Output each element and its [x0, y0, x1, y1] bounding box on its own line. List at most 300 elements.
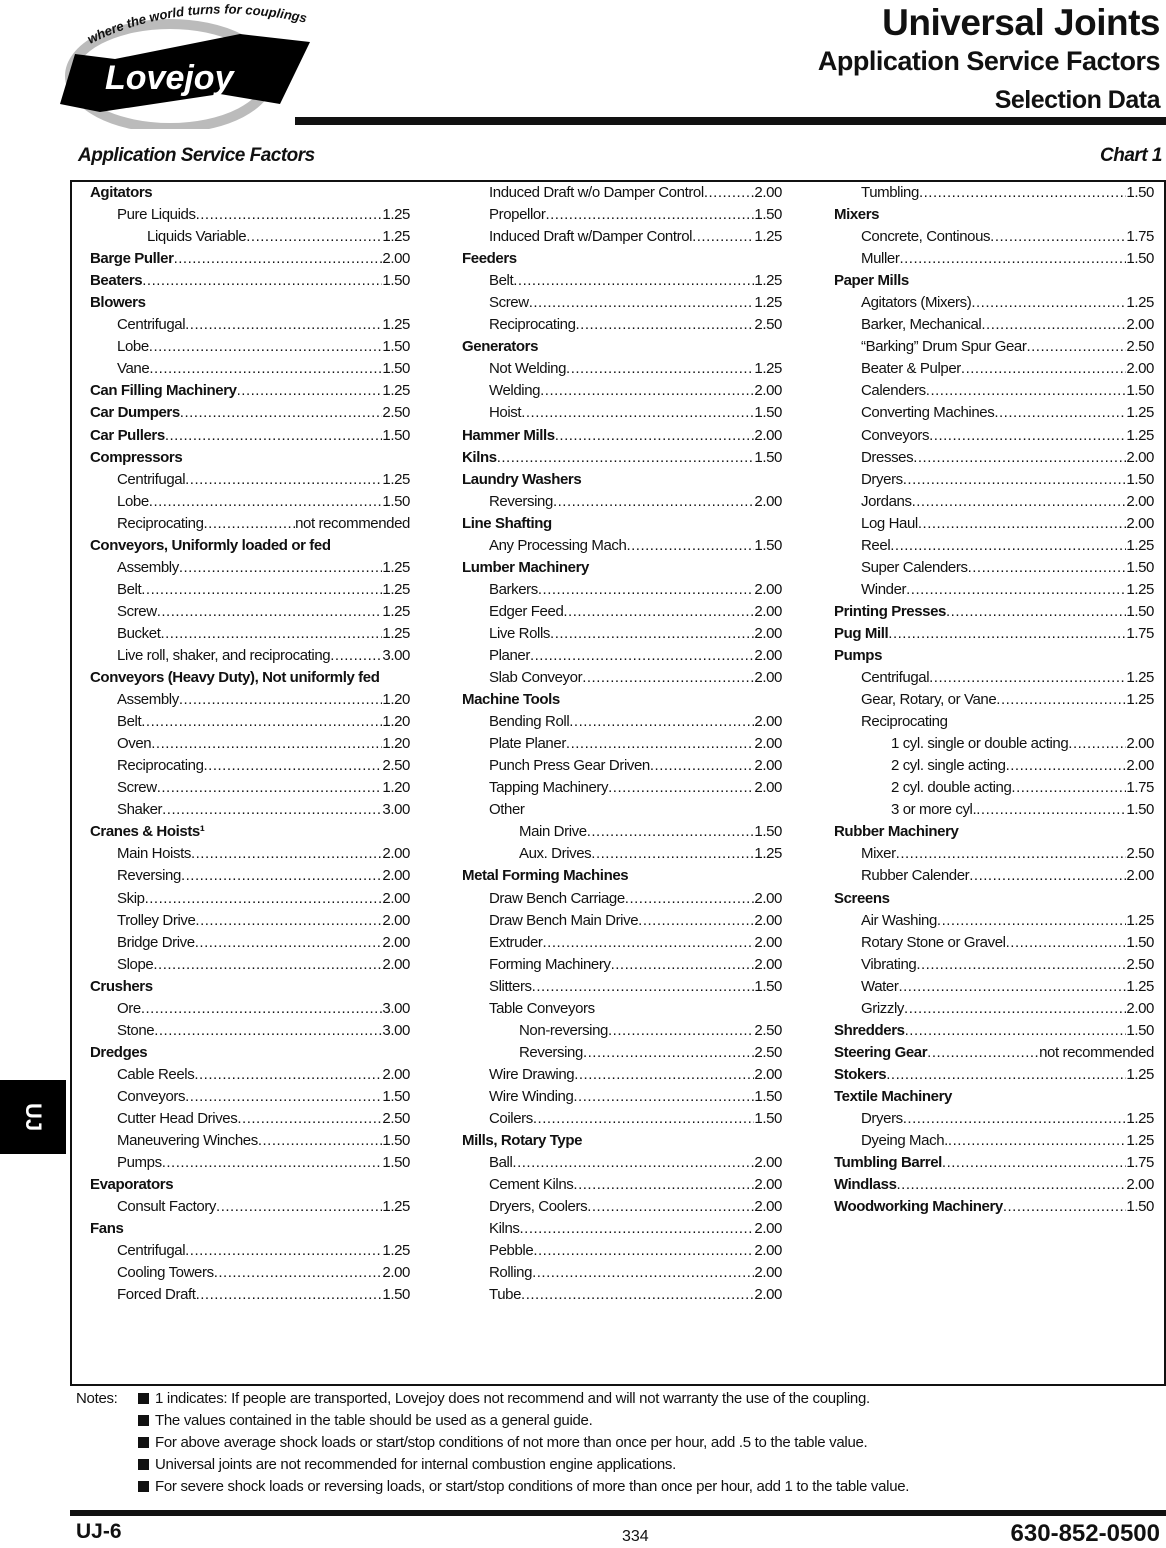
- application-label: Other: [489, 801, 525, 819]
- application-label: Cutter Head Drives: [117, 1109, 238, 1127]
- service-factor-value: 1.50: [1126, 250, 1154, 268]
- svg-text:where the world turns for coup: where the world turns for couplings: [84, 4, 309, 47]
- application-label: Induced Draft w/Damper Control: [489, 228, 693, 246]
- application-row: [90, 603, 410, 625]
- application-row: [90, 1088, 410, 1110]
- page-code: UJ-6: [76, 1520, 122, 1543]
- dot-leader: [162, 1154, 383, 1171]
- service-factor-value: 2.00: [1126, 757, 1154, 775]
- application-label: Forced Draft: [117, 1286, 196, 1304]
- application-row: [462, 316, 782, 338]
- dot-leader: [937, 912, 1126, 929]
- dot-leader: [141, 581, 382, 598]
- service-factor-value: 2.00: [754, 713, 782, 731]
- application-label: Reel: [861, 536, 891, 554]
- dot-leader: [903, 1110, 1127, 1127]
- dot-leader: [582, 669, 754, 686]
- application-row: [462, 581, 782, 603]
- application-label: Muller: [861, 250, 900, 268]
- dot-leader: [533, 1242, 754, 1259]
- application-label: Shaker: [117, 801, 163, 819]
- dot-leader: [555, 427, 755, 444]
- application-label: Dredges: [90, 1043, 148, 1061]
- application-label: Centrifugal: [117, 316, 186, 334]
- application-row: [834, 978, 1154, 1000]
- dot-leader: [149, 360, 382, 377]
- service-factor-value: 1.25: [754, 360, 782, 378]
- service-factor-value: 2.00: [1126, 1176, 1154, 1194]
- application-label: Rubber Machinery: [834, 823, 959, 841]
- dot-leader: [179, 691, 383, 708]
- application-row: [834, 316, 1154, 338]
- application-label: Plate Planer: [489, 735, 566, 753]
- category-row: [90, 1220, 410, 1242]
- service-factor-value: 1.50: [1126, 184, 1154, 201]
- service-factor-value: 2.00: [1126, 316, 1154, 334]
- application-label: Rotary Stone or Gravel: [861, 933, 1006, 951]
- application-row: [462, 493, 782, 515]
- service-factor-value: 2.50: [754, 316, 782, 334]
- application-row: [90, 890, 410, 912]
- application-label: Car Pullers: [90, 426, 165, 444]
- service-factor-value: 2.00: [1126, 867, 1154, 885]
- service-factor-value: 2.00: [382, 867, 410, 885]
- application-label: Screw: [117, 602, 157, 620]
- application-row: [90, 559, 410, 581]
- application-row: [834, 427, 1154, 449]
- dot-leader: [521, 1286, 754, 1303]
- application-row: [462, 1066, 782, 1088]
- application-label: Aux. Drives: [519, 845, 592, 863]
- dot-leader: [1068, 735, 1126, 752]
- application-label: Evaporators: [90, 1176, 174, 1194]
- dot-leader: [529, 294, 755, 311]
- application-label: Maneuvering Winches: [117, 1132, 258, 1150]
- dot-leader: [142, 272, 382, 289]
- dot-leader: [553, 493, 754, 510]
- category-row: [462, 471, 782, 493]
- dot-leader: [888, 625, 1126, 642]
- application-row: [462, 1044, 782, 1066]
- service-factor-value: 1.25: [1126, 691, 1154, 709]
- category-row: [462, 1132, 782, 1154]
- application-row: [834, 338, 1154, 360]
- service-factor-value: 1.50: [754, 536, 782, 554]
- dot-leader: [566, 360, 754, 377]
- service-factor-value: 2.00: [754, 1154, 782, 1172]
- dot-leader: [174, 250, 383, 267]
- application-label: Slab Conveyor: [489, 669, 583, 687]
- dot-leader: [145, 890, 383, 907]
- application-row: [90, 1132, 410, 1154]
- application-row: [462, 537, 782, 559]
- dot-leader: [573, 1088, 754, 1105]
- application-row: [90, 867, 410, 889]
- application-label: Dryers, Coolers: [489, 1198, 588, 1216]
- section-tab-label: UJ: [21, 1102, 46, 1132]
- dot-leader: [704, 184, 755, 201]
- notes: [76, 1388, 910, 1498]
- application-row: [462, 360, 782, 382]
- category-row: [90, 978, 410, 1000]
- service-factor-value: 1.25: [1126, 977, 1154, 995]
- note-item: For severe shock loads or reversing loads, or start/stop conditions of more than once per hour, add 1 to the table value.: [138, 1476, 909, 1498]
- dot-leader: [162, 801, 382, 818]
- application-row: [834, 493, 1154, 515]
- dot-leader: [929, 669, 1126, 686]
- category-row: [834, 1044, 1154, 1066]
- application-row: [834, 867, 1154, 889]
- application-row: [90, 934, 410, 956]
- dot-leader: [969, 867, 1126, 884]
- service-factor-value: 2.50: [1126, 845, 1154, 863]
- application-row: [462, 956, 782, 978]
- service-factor-value: 3.00: [382, 1021, 410, 1039]
- dot-leader: [566, 735, 754, 752]
- dot-leader: [926, 382, 1127, 399]
- dot-leader: [912, 493, 1127, 510]
- application-row: [834, 515, 1154, 537]
- application-row: [90, 515, 410, 537]
- application-row: [90, 581, 410, 603]
- dot-leader: [587, 823, 755, 840]
- dot-leader: [576, 316, 755, 333]
- application-row: [90, 625, 410, 647]
- service-factor-value: 1.50: [382, 426, 410, 444]
- application-row: [462, 228, 782, 250]
- dot-leader: [149, 338, 383, 355]
- category-row: [834, 1022, 1154, 1044]
- service-factor-value: 1.25: [382, 558, 410, 576]
- dot-leader: [913, 449, 1126, 466]
- note-item: Universal joints are not recommended for internal combustion engine applications.: [138, 1454, 909, 1476]
- service-factor-value: 2.50: [754, 1021, 782, 1039]
- service-factor-value: 1.25: [754, 272, 782, 290]
- application-label: Windlass: [834, 1176, 897, 1194]
- application-row: [90, 1066, 410, 1088]
- application-label: 3 or more cyl.: [891, 801, 977, 819]
- dot-leader: [520, 1220, 755, 1237]
- service-factor-value: 2.00: [382, 1264, 410, 1282]
- application-label: Mills, Rotary Type: [462, 1132, 583, 1150]
- application-label: Paper Mills: [834, 272, 909, 290]
- application-row: [834, 757, 1154, 779]
- application-row: [462, 978, 782, 1000]
- application-row: [90, 228, 410, 250]
- dot-leader: [918, 515, 1127, 532]
- application-row: [834, 382, 1154, 404]
- application-row: [834, 250, 1154, 272]
- dot-leader: [981, 316, 1126, 333]
- category-row: [834, 625, 1154, 647]
- svg-text:Lovejoy: Lovejoy: [105, 59, 234, 97]
- service-factor-value: 1.50: [382, 272, 410, 290]
- application-row: [462, 845, 782, 867]
- category-row: [462, 338, 782, 360]
- application-row: [90, 713, 410, 735]
- application-row: [462, 1022, 782, 1044]
- service-factor-value: 2.00: [754, 426, 782, 444]
- application-label: Laundry Washers: [462, 470, 582, 488]
- application-label: Line Shafting: [462, 514, 552, 532]
- service-factor-value: not recommended: [1039, 1043, 1154, 1061]
- dot-leader: [513, 272, 754, 289]
- category-row: [834, 603, 1154, 625]
- dot-leader: [626, 537, 754, 554]
- dot-leader: [990, 228, 1126, 245]
- application-label: Calenders: [861, 382, 926, 400]
- application-label: Any Processing Mach: [489, 536, 627, 554]
- service-factor-value: 2.00: [1126, 514, 1154, 532]
- service-factor-value: 2.50: [382, 1109, 410, 1127]
- service-factor-value: 2.00: [754, 184, 782, 201]
- application-label: Bridge Drive: [117, 933, 195, 951]
- service-factor-value: 1.25: [1126, 911, 1154, 929]
- application-row: [834, 559, 1154, 581]
- service-factor-value: 2.00: [382, 933, 410, 951]
- dot-leader: [185, 316, 382, 333]
- application-label: Main Drive: [519, 823, 587, 841]
- application-label: Gear, Rotary, or Vane: [861, 691, 997, 709]
- service-factor-value: 2.50: [1126, 338, 1154, 356]
- application-row: [462, 404, 782, 426]
- service-factor-value: 1.25: [382, 228, 410, 246]
- application-row: [462, 1242, 782, 1264]
- service-factor-value: 1.25: [1126, 580, 1154, 598]
- application-label: Beater & Pulper: [861, 360, 961, 378]
- service-factor-value: 2.00: [754, 646, 782, 664]
- category-row: [90, 294, 410, 316]
- dot-leader: [898, 978, 1126, 995]
- application-label: Lobe: [117, 338, 149, 356]
- application-row: [834, 956, 1154, 978]
- application-label: Slitters: [489, 977, 532, 995]
- dot-leader: [583, 1044, 754, 1061]
- application-row: [834, 912, 1154, 934]
- application-label: Screw: [489, 294, 529, 312]
- application-label: Lumber Machinery: [462, 558, 589, 576]
- dot-leader: [611, 956, 755, 973]
- service-factor-value: 2.00: [754, 735, 782, 753]
- dot-leader: [237, 1110, 382, 1127]
- application-row: [834, 471, 1154, 493]
- service-factor-value: 3.00: [382, 801, 410, 819]
- service-factor-value: 1.50: [1126, 382, 1154, 400]
- dot-leader: [890, 537, 1126, 554]
- application-label: Dresses: [861, 448, 914, 466]
- application-label: Centrifugal: [117, 470, 186, 488]
- application-label: Converting Machines: [861, 404, 995, 422]
- service-factor-value: 1.25: [754, 294, 782, 312]
- application-label: Cranes & Hoists¹: [90, 823, 205, 841]
- application-label: Bucket: [117, 624, 161, 642]
- dot-leader: [180, 404, 383, 421]
- dot-leader: [179, 559, 383, 576]
- page-number: 334: [622, 1528, 649, 1545]
- application-label: Forming Machinery: [489, 955, 611, 973]
- dot-leader: [976, 801, 1126, 818]
- application-label: Draw Bench Carriage: [489, 889, 625, 907]
- application-label: Conveyors (Heavy Duty), Not uniformly fed: [90, 669, 380, 687]
- service-factor-value: 2.50: [754, 1043, 782, 1061]
- service-factor-value: 1.25: [1126, 1065, 1154, 1083]
- application-label: Punch Press Gear Driven: [489, 757, 650, 775]
- application-label: Belt: [117, 580, 142, 598]
- application-label: Screw: [117, 779, 157, 797]
- category-row: [462, 691, 782, 713]
- application-row: [462, 1154, 782, 1176]
- dot-leader: [538, 581, 755, 598]
- dot-leader: [141, 713, 382, 730]
- application-row: [834, 404, 1154, 426]
- application-row: [90, 1198, 410, 1220]
- application-label: Assembly: [117, 691, 179, 709]
- application-row: [90, 1022, 410, 1044]
- application-label: Barge Puller: [90, 250, 174, 268]
- dot-leader: [608, 779, 754, 796]
- application-label: Belt: [117, 713, 142, 731]
- application-label: Tumbling: [861, 184, 919, 201]
- application-row: [462, 801, 782, 823]
- application-label: Jordans: [861, 492, 912, 510]
- category-row: [90, 382, 410, 404]
- service-factor-value: 2.00: [754, 757, 782, 775]
- dot-leader: [1026, 338, 1126, 355]
- service-factor-value: 2.00: [382, 911, 410, 929]
- application-label: Non-reversing: [519, 1021, 609, 1039]
- application-row: [90, 912, 410, 934]
- application-label: Wire Winding: [489, 1087, 574, 1105]
- category-row: [90, 427, 410, 449]
- service-factor-value: 1.50: [754, 206, 782, 224]
- application-label: Liquids Variable: [147, 228, 247, 246]
- dot-leader: [330, 647, 382, 664]
- application-label: Reciprocating: [117, 514, 204, 532]
- application-label: Machine Tools: [462, 691, 560, 709]
- service-factor-value: 1.25: [382, 382, 410, 400]
- application-row: [462, 1198, 782, 1220]
- dot-leader: [214, 1264, 383, 1281]
- application-row: [90, 360, 410, 382]
- service-factor-value: 1.50: [754, 977, 782, 995]
- application-row: [90, 1000, 410, 1022]
- application-label: Crushers: [90, 977, 153, 995]
- dot-leader: [149, 493, 383, 510]
- application-label: Pebble: [489, 1242, 534, 1260]
- dot-leader: [185, 471, 382, 488]
- application-row: [90, 801, 410, 823]
- dot-leader: [195, 934, 383, 951]
- dot-leader: [191, 845, 382, 862]
- dot-leader: [905, 1022, 1127, 1039]
- application-label: Not Welding: [489, 360, 567, 378]
- application-label: Conveyors, Uniformly loaded or fed: [90, 536, 331, 554]
- application-label: Cooling Towers: [117, 1264, 214, 1282]
- application-label: Coilers: [489, 1109, 533, 1127]
- application-label: Consult Factory: [117, 1198, 217, 1216]
- service-factor-value: 2.50: [382, 757, 410, 775]
- application-label: “Barking” Drum Spur Gear: [861, 338, 1027, 356]
- service-factor-value: 2.00: [754, 1065, 782, 1083]
- dot-leader: [530, 647, 754, 664]
- category-row: [834, 890, 1154, 912]
- service-factor-value: 1.50: [1126, 1021, 1154, 1039]
- service-factor-value: 1.50: [754, 823, 782, 841]
- application-label: Hammer Mills: [462, 426, 555, 444]
- dot-leader: [512, 1154, 754, 1171]
- application-label: Barker, Mechanical: [861, 316, 982, 334]
- dot-leader: [587, 1198, 754, 1215]
- application-label: Cement Kilns: [489, 1176, 574, 1194]
- application-label: Draw Bench Main Drive: [489, 911, 639, 929]
- note-item: The values contained in the table should be used as a general guide.: [138, 1410, 909, 1432]
- dot-leader: [1006, 934, 1127, 951]
- application-label: Live roll, shaker, and reciprocating: [117, 646, 331, 664]
- application-row: [90, 1154, 410, 1176]
- application-label: Hoist: [489, 404, 522, 422]
- dot-leader: [160, 625, 382, 642]
- category-row: [462, 515, 782, 537]
- service-factor-value: 1.50: [382, 1286, 410, 1304]
- service-factor-value: 2.00: [1126, 735, 1154, 753]
- chart-number: Chart 1: [1100, 145, 1162, 166]
- service-factor-value: 2.50: [1126, 955, 1154, 973]
- application-row: [462, 1110, 782, 1132]
- category-row: [834, 1176, 1154, 1198]
- application-label: Pumps: [117, 1154, 162, 1172]
- dot-leader: [185, 1242, 382, 1259]
- category-row: [834, 1066, 1154, 1088]
- dot-leader: [545, 206, 754, 223]
- service-factor-value: 1.25: [1126, 1132, 1154, 1150]
- dot-leader: [157, 779, 383, 796]
- application-label: Welding: [489, 382, 541, 400]
- category-row: [462, 867, 782, 889]
- dot-leader: [237, 382, 383, 399]
- dot-leader: [1006, 757, 1127, 774]
- application-label: Lobe: [117, 492, 149, 510]
- application-row: [834, 537, 1154, 559]
- service-factor-value: 2.00: [754, 1198, 782, 1216]
- application-label: Kilns: [462, 448, 497, 466]
- application-row: [462, 735, 782, 757]
- service-factor-value: 2.00: [754, 1242, 782, 1260]
- dot-leader: [638, 912, 754, 929]
- dot-leader: [497, 449, 755, 466]
- category-row: [90, 1176, 410, 1198]
- application-row: [834, 1132, 1154, 1154]
- service-factor-value: 1.20: [382, 735, 410, 753]
- service-factor-value: 2.00: [754, 779, 782, 797]
- table-column-3: [834, 184, 1154, 1220]
- application-label: Skip: [117, 889, 145, 907]
- application-row: [462, 669, 782, 691]
- application-label: Main Hoists: [117, 845, 191, 863]
- application-label: Propellor: [489, 206, 546, 224]
- application-row: [90, 206, 410, 228]
- application-row: [834, 691, 1154, 713]
- header-rule: [295, 117, 1166, 125]
- service-factor-value: 1.50: [1126, 602, 1154, 620]
- application-row: [462, 625, 782, 647]
- category-row: [462, 250, 782, 272]
- application-label: Ore: [117, 999, 141, 1017]
- application-label: Dryers: [861, 1109, 903, 1127]
- category-row: [90, 823, 410, 845]
- application-row: [462, 603, 782, 625]
- application-label: Reversing: [117, 867, 181, 885]
- application-row: [462, 1000, 782, 1022]
